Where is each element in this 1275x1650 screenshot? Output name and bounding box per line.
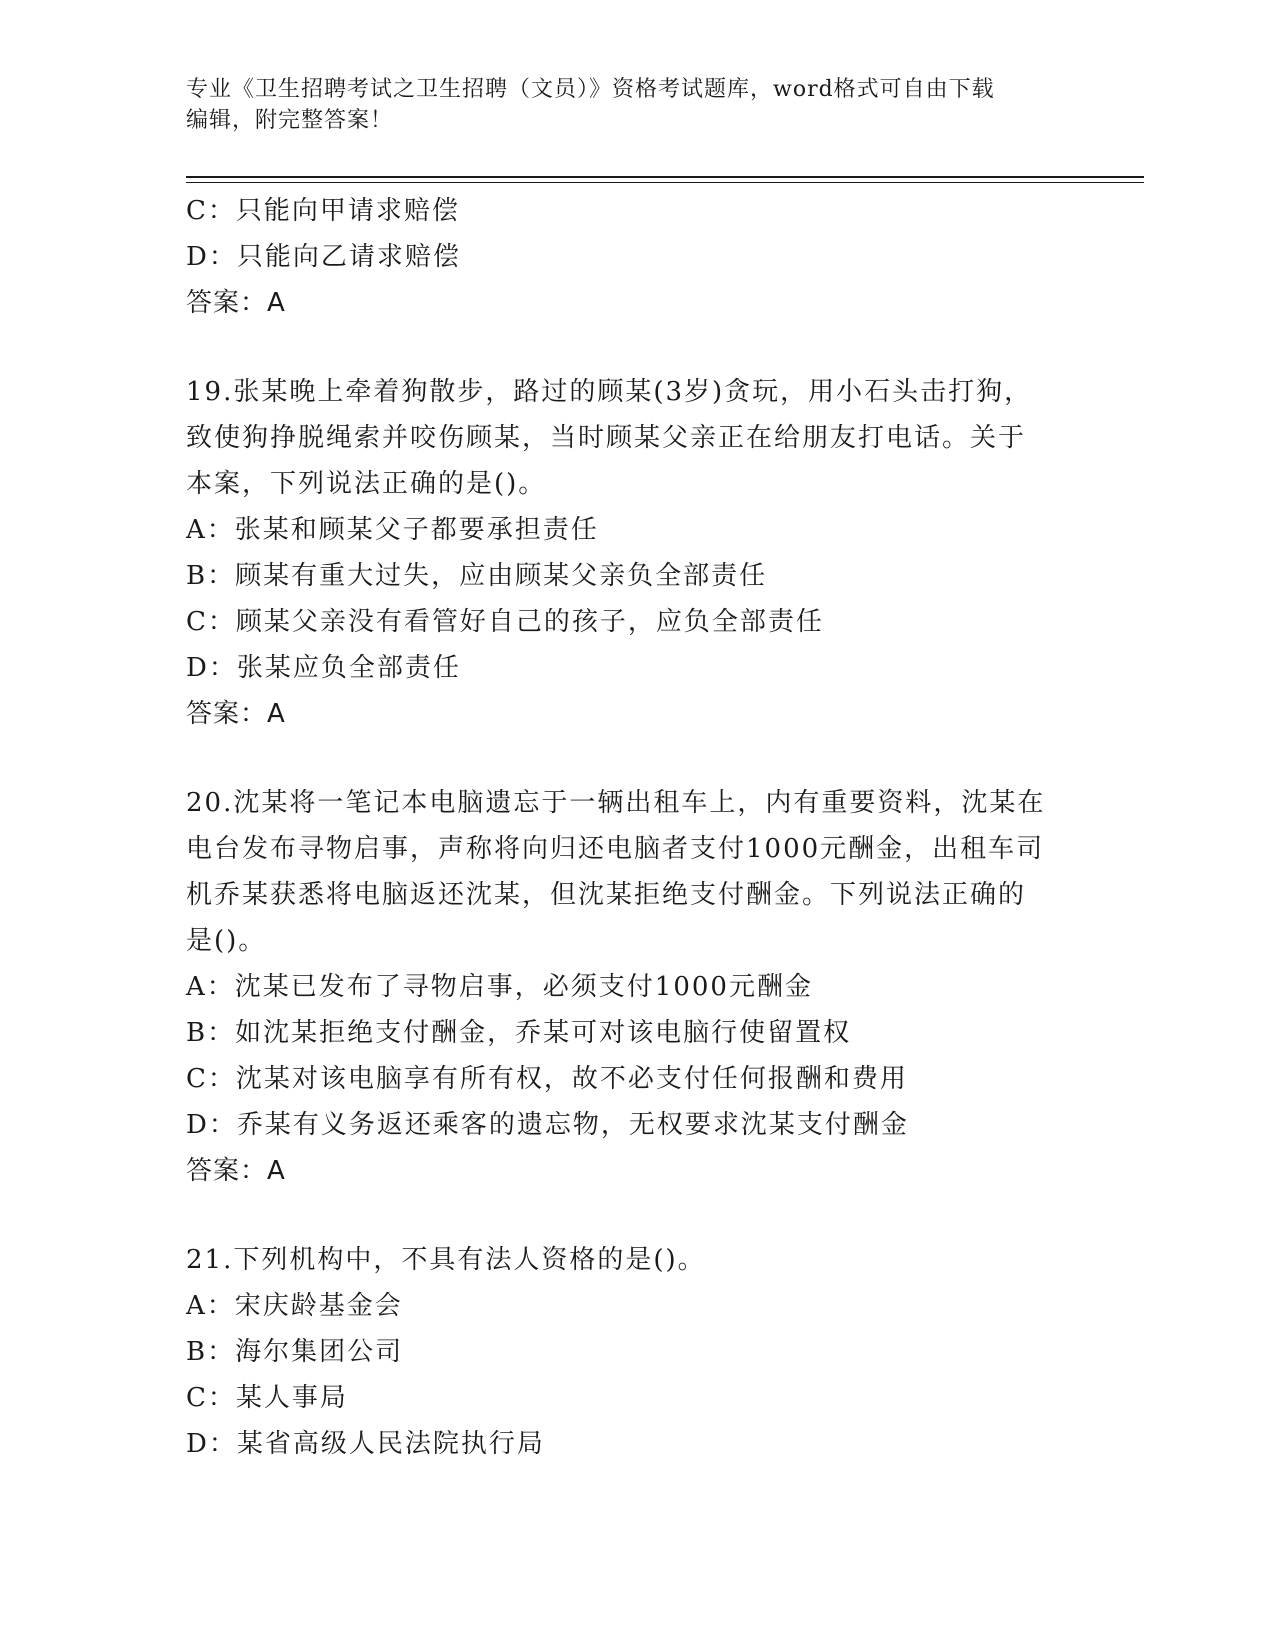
question-continued [186, 188, 1086, 326]
option-a: A：沈某已发布了寻物启事，必须支付1000元酬金 [186, 972, 813, 1002]
question-stem: 致使狗挣脱绳索并咬伤顾某，当时顾某父亲正在给朋友打电话。关于 [186, 423, 1027, 453]
question-19 [186, 369, 1086, 737]
question-stem: 19.张某晚上牵着狗散步，路过的顾某(3岁)贪玩，用小石头击打狗， [186, 377, 1033, 407]
option-d: D：乔某有义务返还乘客的遗忘物，无权要求沈某支付酬金 [186, 1110, 909, 1140]
option-c: C：顾某父亲没有看管好自己的孩子，应负全部责任 [186, 607, 824, 637]
option-b: B：如沈某拒绝支付酬金，乔某可对该电脑行使留置权 [186, 1018, 852, 1048]
option-a: A：张某和顾某父子都要承担责任 [186, 515, 599, 545]
question-stem: 是()。 [186, 926, 267, 956]
header-line-2: 编辑，附完整答案！ [186, 108, 394, 133]
header-divider [186, 176, 1144, 178]
question-20 [186, 780, 1086, 1194]
option-c: C：某人事局 [186, 1383, 348, 1413]
option-d: D：张某应负全部责任 [186, 653, 461, 683]
spacer [186, 326, 1086, 369]
document-body [186, 188, 1086, 1467]
option-d: D：某省高级人民法院执行局 [186, 1429, 545, 1459]
question-stem: 本案，下列说法正确的是()。 [186, 469, 547, 499]
answer: 答案：A [186, 699, 286, 729]
page-header [186, 74, 1066, 136]
question-21 [186, 1237, 1086, 1467]
option-b: B：海尔集团公司 [186, 1337, 404, 1367]
header-divider-thin [186, 182, 1144, 183]
header-line-1: 专业《卫生招聘考试之卫生招聘（文员）》资格考试题库，word格式可自由下载 [186, 77, 995, 102]
answer: 答案：A [186, 288, 286, 318]
question-stem: 电台发布寻物启事，声称将向归还电脑者支付1000元酬金，出租车司 [186, 834, 1045, 864]
spacer [186, 1194, 1086, 1237]
option-a: A：宋庆龄基金会 [186, 1291, 403, 1321]
spacer [186, 737, 1086, 780]
answer: 答案：A [186, 1156, 286, 1186]
option-b: B：顾某有重大过失，应由顾某父亲负全部责任 [186, 561, 768, 591]
question-stem: 21.下列机构中，不具有法人资格的是()。 [186, 1245, 706, 1275]
question-stem: 20.沈某将一笔记本电脑遗忘于一辆出租车上，内有重要资料，沈某在 [186, 788, 1046, 818]
option-c: C：只能向甲请求赔偿 [186, 196, 460, 226]
question-stem: 机乔某获悉将电脑返还沈某，但沈某拒绝支付酬金。下列说法正确的 [186, 880, 1027, 910]
option-d: D：只能向乙请求赔偿 [186, 242, 461, 272]
option-c: C：沈某对该电脑享有所有权，故不必支付任何报酬和费用 [186, 1064, 908, 1094]
